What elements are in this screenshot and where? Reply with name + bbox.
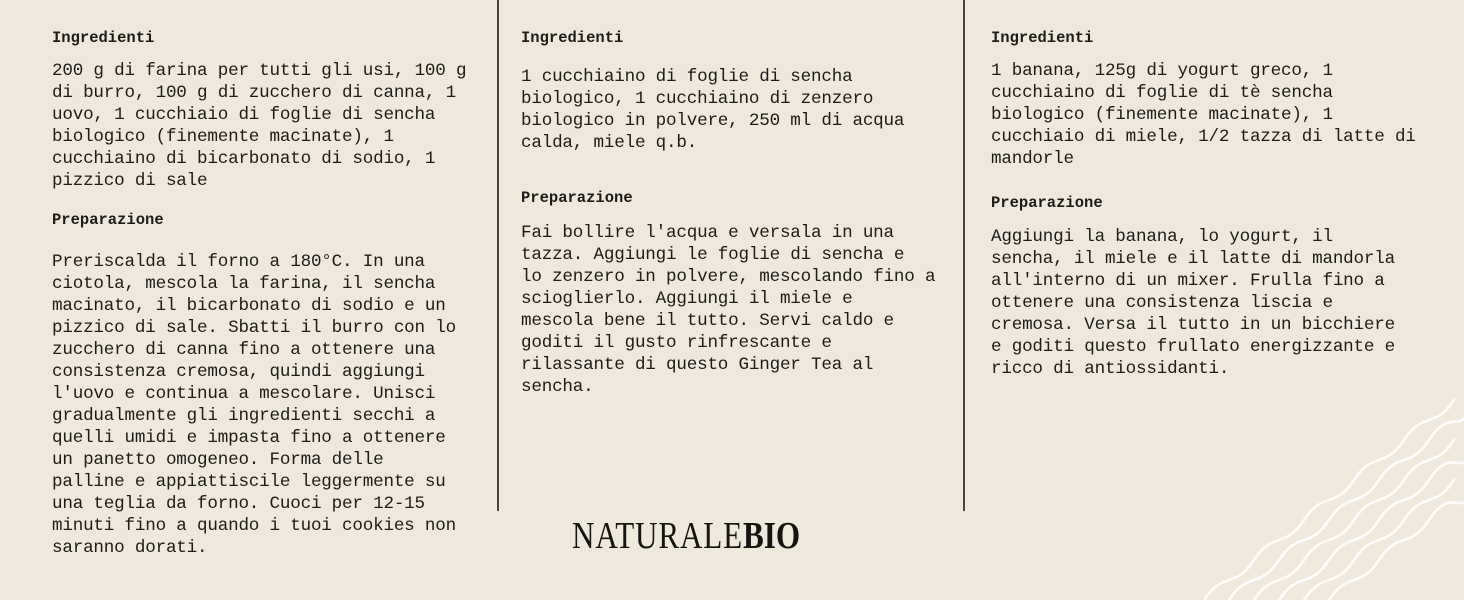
logo-part2: BIO <box>743 515 801 557</box>
ingredients-text: 1 cucchiaino di foglie di sencha biologico, 1 cucchiaino di zenzero biologico in polvere, 250 ml di acqua calda, miele q.b. <box>521 67 905 153</box>
preparation-text: Aggiungi la banana, lo yogurt, il sencha, il miele e il latte di mandorla all'interno di un mixer. Frulla fino a ottenere una consistenza liscia e cremosa. Versa il tutto in un bicchiere e goditi questo frullato energizzante e ricco di antiossidanti. <box>991 227 1395 379</box>
preparation-heading: Preparazione <box>991 194 1103 212</box>
column-divider <box>497 0 499 511</box>
ingredients-text: 1 banana, 125g di yogurt greco, 1 cucchiaino di foglie di tè sencha biologico (finemente macinate), 1 cucchiaio di miele, 1/2 tazza di latte di mandorle <box>991 61 1416 169</box>
ingredients-heading: Ingredienti <box>991 29 1094 47</box>
preparation-heading: Preparazione <box>521 189 633 207</box>
preparation-heading: Preparazione <box>52 211 164 229</box>
wave-pattern-decoration <box>1204 370 1464 600</box>
ingredients-text: 200 g di farina per tutti gli usi, 100 g di burro, 100 g di zucchero di canna, 1 uovo, 1 cucchiaio di foglie di sencha biologico (finemente macinate), 1 cucchiaino di bicarbonato di sodio, 1 pizzico di sale <box>52 61 467 191</box>
preparation-text: Fai bollire l'acqua e versala in una tazza. Aggiungi le foglie di sencha e lo zenzero in polvere, mescolando fino a scioglierlo. Aggiungi il miele e mescola bene il tutto. Servi caldo e goditi il gusto rinfrescante e rilassante di questo Ginger Tea al sencha. <box>521 223 936 397</box>
preparation-text: Preriscalda il forno a 180°C. In una ciotola, mescola la farina, il sencha macinato, il bicarbonato di sodio e un pizzico di sale. Sbatti il burro con lo zucchero di canna fino a ottenere una consistenza cremosa, quindi aggiungi l'uovo e continua a mescolare. Unisci gradualmente gli ingredienti secchi a quelli umidi e impasta fino a ottenere un panetto omogeneo. Forma delle palline e appiattiscile leggermente su una teglia da forno. Cuoci per 12-15 minuti fino a quando i tuoi cookies non saranno dorati. <box>52 252 456 558</box>
ingredients-heading: Ingredienti <box>521 29 624 47</box>
column-divider <box>963 0 965 511</box>
ingredients-heading: Ingredienti <box>52 29 155 47</box>
naturalebio-logo <box>572 514 800 558</box>
logo-part1: NATURALE <box>572 515 744 557</box>
